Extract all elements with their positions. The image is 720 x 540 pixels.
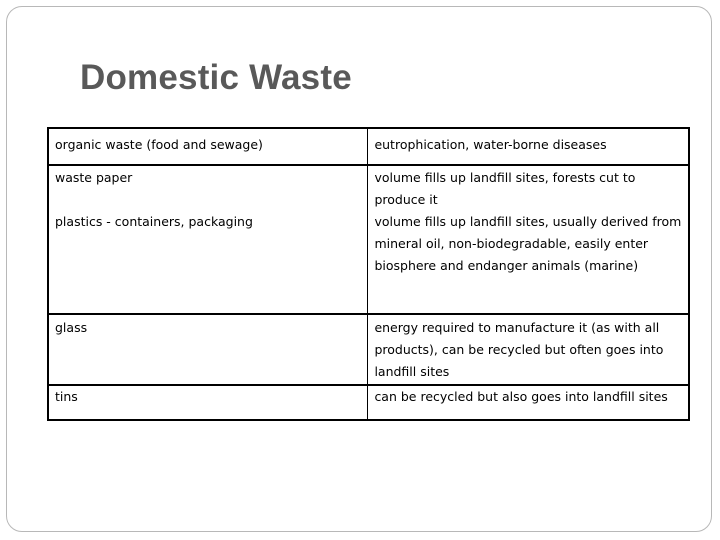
table-row xyxy=(48,211,689,314)
impact-cell: energy required to manufacture it (as with all products), can be recycled but often goes into landfill sites xyxy=(368,314,689,385)
table-row xyxy=(48,128,689,165)
impact-cell: volume fills up landfill sites, usually derived from mineral oil, non-biodegradable, easily enter biosphere and endanger animals (marine) xyxy=(368,211,689,314)
slide-title: Domestic Waste xyxy=(80,58,352,97)
impact-cell: volume fills up landfill sites, forests cut to produce it xyxy=(368,165,689,211)
impact-cell: can be recycled but also goes into landfill sites xyxy=(368,385,689,420)
waste-type-cell: organic waste (food and sewage) xyxy=(48,128,368,165)
table-row xyxy=(48,165,689,211)
waste-type-cell: glass xyxy=(48,314,368,385)
impact-cell: eutrophication, water-borne diseases xyxy=(368,128,689,165)
table-row xyxy=(48,314,689,385)
table-row xyxy=(48,385,689,420)
waste-table xyxy=(47,127,690,421)
waste-type-cell: waste paper xyxy=(48,165,368,211)
waste-type-cell: tins xyxy=(48,385,368,420)
waste-type-cell: plastics - containers, packaging xyxy=(48,211,368,314)
